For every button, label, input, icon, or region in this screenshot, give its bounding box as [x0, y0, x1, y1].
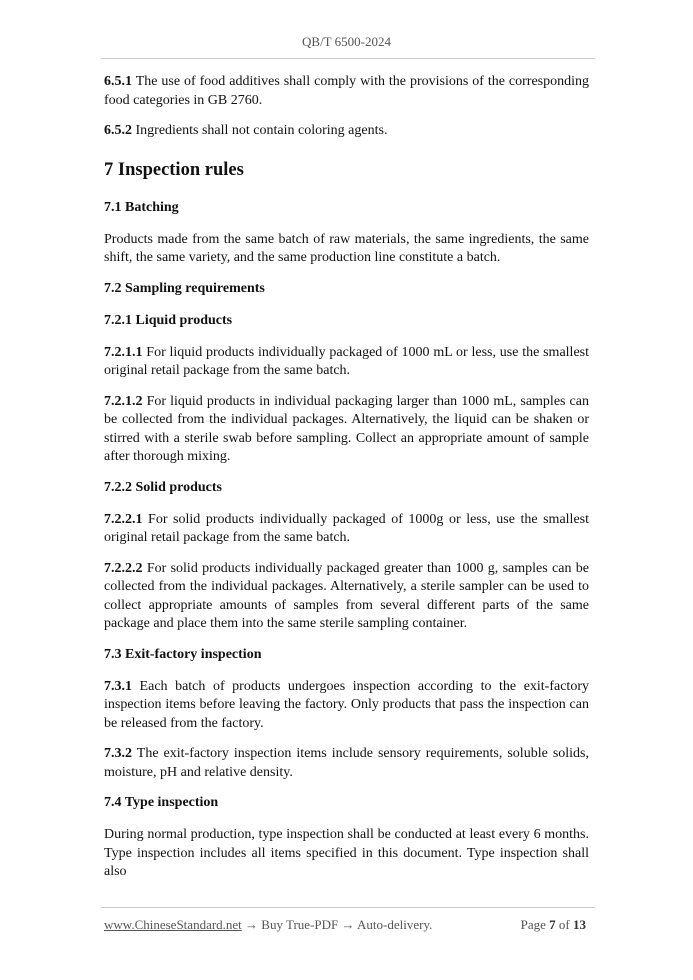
total-pages: 13: [573, 917, 586, 932]
heading-7-2-1: 7.2.1 Liquid products: [104, 312, 233, 328]
page-footer: [104, 917, 586, 933]
clause-7-2-1-2: 7.2.1.2 For liquid products in individual packaging larger than 1000 mL, samples can be collected from the individual packages. Alternatively, the liquid can be shaken or stirred with a sterile swab before sampling. Collect an appropriate amount of sample after thorough mixing.: [104, 393, 589, 464]
clause-6-5-1: 6.5.1 The use of food additives shall comply with the provisions of the corresponding food categories in GB 2760.: [104, 74, 589, 108]
footer-promo: www.ChineseStandard.net → Buy True-PDF → Auto-delivery.: [104, 917, 433, 932]
clause-7-3-1: 7.3.1 Each batch of products undergoes inspection according to the exit-factory inspection items before leaving the factory. Only products that pass the inspection can be released from the factory.: [104, 678, 589, 731]
clause-6-5-2: 6.5.2 Ingredients shall not contain coloring agents.: [104, 123, 388, 138]
section-heading-7: 7 Inspection rules: [104, 159, 244, 180]
current-page: 7: [549, 917, 556, 932]
clause-7-2-1-1: 7.2.1.1 For liquid products individually packaged of 1000 mL or less, use the smallest original retail package from the same batch.: [104, 344, 589, 378]
paragraph-7-1: Products made from the same batch of raw materials, the same ingredients, the same shift, the same variety, and the same production line constitute a batch.: [104, 231, 589, 265]
clause-7-3-2: 7.3.2 The exit-factory inspection items include sensory requirements, soluble solids, moisture, pH and relative density.: [104, 746, 589, 780]
heading-7-4: 7.4 Type inspection: [104, 795, 219, 810]
heading-7-1: 7.1 Batching: [104, 199, 179, 215]
footer-divider: [101, 907, 595, 908]
page-indicator: Page 7 of 13: [520, 917, 586, 932]
heading-7-2-2: 7.2.2 Solid products: [104, 479, 222, 495]
clause-7-2-2-2: 7.2.2.2 For solid products individually packaged greater than 1000 g, samples can be collected from the individual packages. Alternatively, a sterile sampler can be used to collect appropriate amounts of samples from several different parts of the same package and place them into the same sterile sampling container.: [104, 560, 589, 631]
page-header: QB/T 6500-2024: [302, 34, 391, 49]
website-link[interactable]: www.ChineseStandard.net: [104, 917, 242, 932]
clause-7-2-2-1: 7.2.2.1 For solid products individually packaged of 1000g or less, use the smallest original retail package from the same batch.: [104, 511, 589, 545]
heading-7-2: 7.2 Sampling requirements: [104, 280, 265, 296]
heading-7-3: 7.3 Exit-factory inspection: [104, 646, 262, 662]
document-body: [104, 73, 589, 894]
header-divider: [101, 58, 595, 59]
paragraph-7-4: During normal production, type inspection shall be conducted at least every 6 months. Type inspection includes all items specified in this document. Type inspection shall also: [104, 827, 589, 879]
